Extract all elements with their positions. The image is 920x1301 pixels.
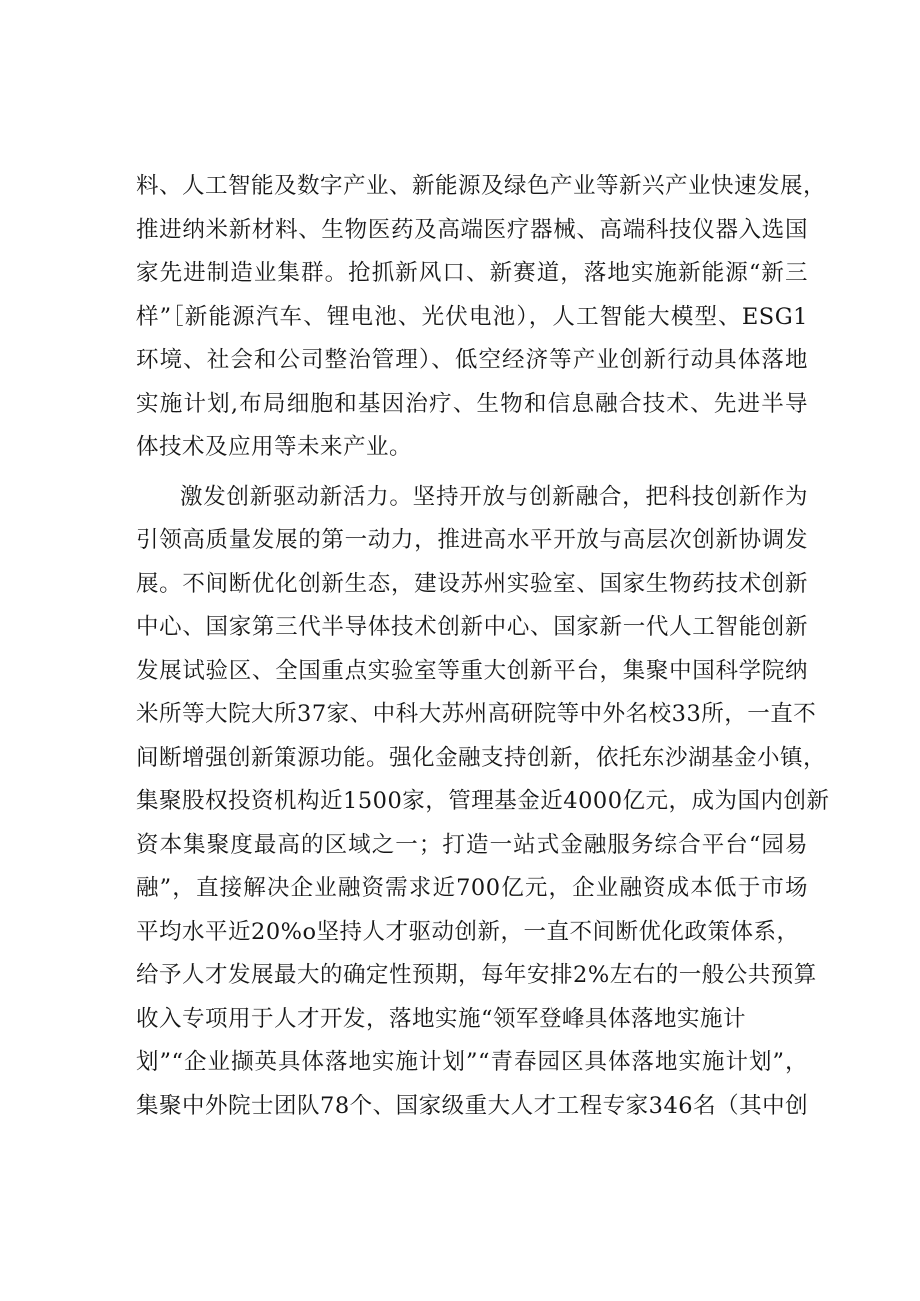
paragraph-1-line-6: 实施计划,布局细胞和基因治疗、生物和信息融合技术、先进半导: [136, 391, 808, 417]
paragraph-2-line-11: 平均水平近20%o坚持人才驱动创新，一直不间断优化政策体系，: [136, 919, 800, 945]
paragraph-2-line-9: 资本集聚度最高的区域之一；打造一站式金融服务综合平台“园易: [136, 832, 808, 858]
paragraph-2-line-6: 米所等大院大所37家、中科大苏州高研院等中外名校33所，一直不: [136, 701, 817, 727]
paragraph-2-line-5: 发展试验区、全国重点实验室等重大创新平台，集聚中国科学院纳: [136, 658, 808, 684]
paragraph-2-line-8: 集聚股权投资机构近1500家，管理基金近4000亿元，成为国内创新: [136, 788, 830, 814]
paragraph-2-line-2: 引领高质量发展的第一动力，推进高水平开放与高层次创新协调发: [136, 527, 808, 553]
paragraph-2-line-3: 展。不间断优化创新生态，建设苏州实验室、国家生物药技术创新: [136, 571, 808, 597]
paragraph-1-line-5: 环境、社会和公司整治管理）、低空经济等产业创新行动具体落地: [136, 347, 808, 373]
paragraph-2-line-1: 激发创新驱动新活力。坚持开放与创新融合，把科技创新作为: [180, 484, 808, 510]
paragraph-1-line-2: 推进纳米新材料、生物医药及高端医疗器械、高端科技仪器入选国: [136, 217, 808, 243]
paragraph-1-line-1: 料、人工智能及数字产业、新能源及绿色产业等新兴产业快速发展，: [136, 173, 827, 199]
paragraph-2-line-10: 融”，直接解决企业融资需求近700亿元，企业融资成本低于市场: [136, 875, 808, 901]
paragraph-2-line-4: 中心、国家第三代半导体技术创新中心、国家新一代人工智能创新: [136, 614, 808, 640]
paragraph-2-line-7: 间断增强创新策源功能。强化金融支持创新，依托东沙湖基金小镇，: [136, 745, 827, 771]
paragraph-1-line-3: 家先进制造业集群。抢抓新风口、新赛道，落地实施新能源“新三: [136, 260, 808, 286]
paragraph-1-line-4: 样”［新能源汽车、锂电池、光伏电池），人工智能大模型、ESG1: [136, 304, 808, 330]
paragraph-2-line-13: 收入专项用于人才开发，落地实施“领军登峰具体落地实施计: [136, 1006, 747, 1032]
paragraph-2-line-12: 给予人才发展最大的确定性预期，每年安排2%左右的一般公共预算: [136, 962, 817, 988]
paragraph-1-line-7: 体技术及应用等未来产业。: [136, 434, 413, 460]
paragraph-2-line-15: 集聚中外院士团队78个、国家级重大人才工程专家346名（其中创: [136, 1093, 809, 1119]
paragraph-2-line-14: 划”“企业撷英具体落地实施计划”“青春园区具体落地实施计划”，: [136, 1049, 808, 1075]
